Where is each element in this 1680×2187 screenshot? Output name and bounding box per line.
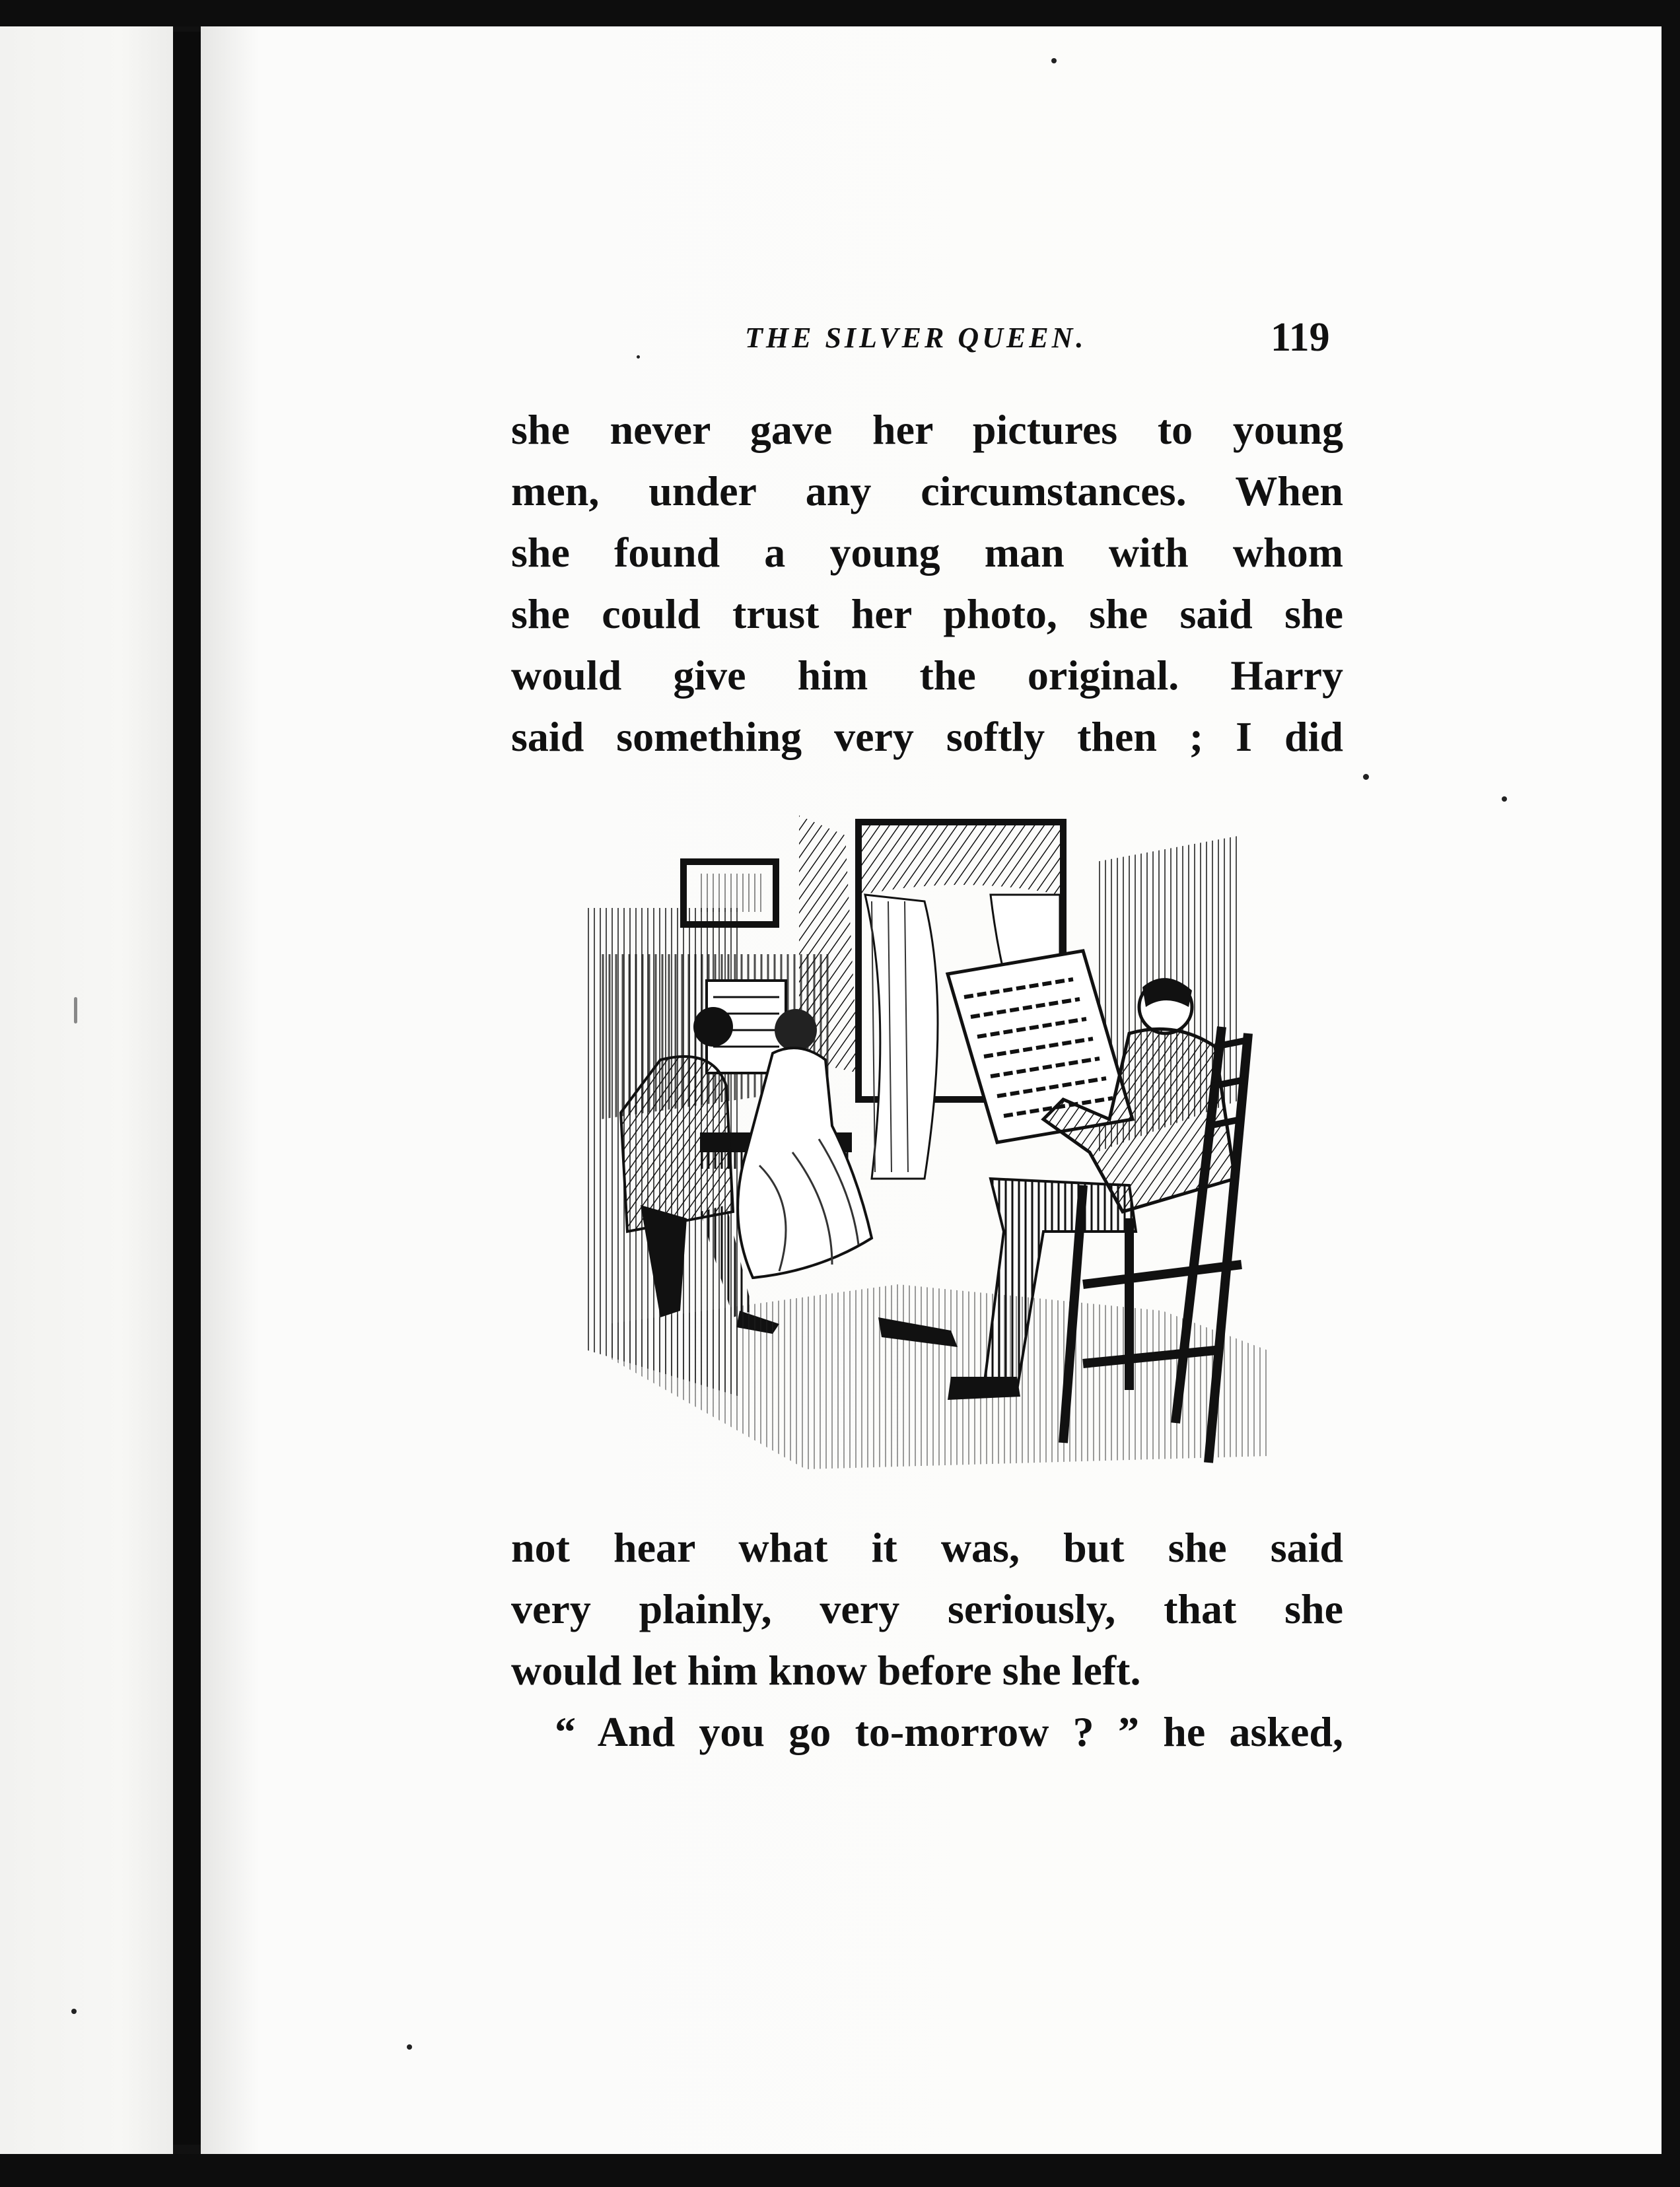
paper-mark <box>1363 774 1369 780</box>
scan-right-border <box>1662 26 1680 2154</box>
parlor-engraving-illustration <box>581 809 1275 1482</box>
running-head: THE SILVER QUEEN. <box>745 322 1087 354</box>
paragraph-before-illustration <box>511 399 1343 767</box>
paper-mark <box>407 2044 412 2050</box>
scan-top-border <box>0 0 1680 26</box>
text-line: very plainly, very seriously, that she <box>511 1585 1343 1632</box>
paragraph-after-illustration <box>511 1517 1343 1762</box>
paper-mark <box>74 997 77 1024</box>
text-line: she found a young man with whom <box>511 529 1343 576</box>
text-line: men, under any circumstances. When <box>511 468 1343 514</box>
text-line: not hear what it was, but she said <box>511 1524 1343 1571</box>
text-line: “ And you go to-morrow ? ” he asked, <box>555 1708 1343 1755</box>
book-gutter <box>173 32 201 2145</box>
text-line: would let him know before she left. <box>511 1647 1141 1694</box>
scan-bottom-border <box>0 2154 1680 2187</box>
facing-page-edge <box>0 26 173 2154</box>
paper-mark <box>637 355 640 359</box>
paper-mark <box>1502 796 1507 802</box>
paper-mark <box>1051 58 1057 63</box>
text-line: she could trust her photo, she said she <box>511 590 1343 637</box>
text-line: she never gave her pictures to young <box>511 406 1343 453</box>
text-line: said something very softly then ; I did <box>511 713 1343 760</box>
text-line: would give him the original. Harry <box>511 652 1343 699</box>
page-number: 119 <box>1271 315 1330 360</box>
paper-mark <box>71 2009 77 2014</box>
